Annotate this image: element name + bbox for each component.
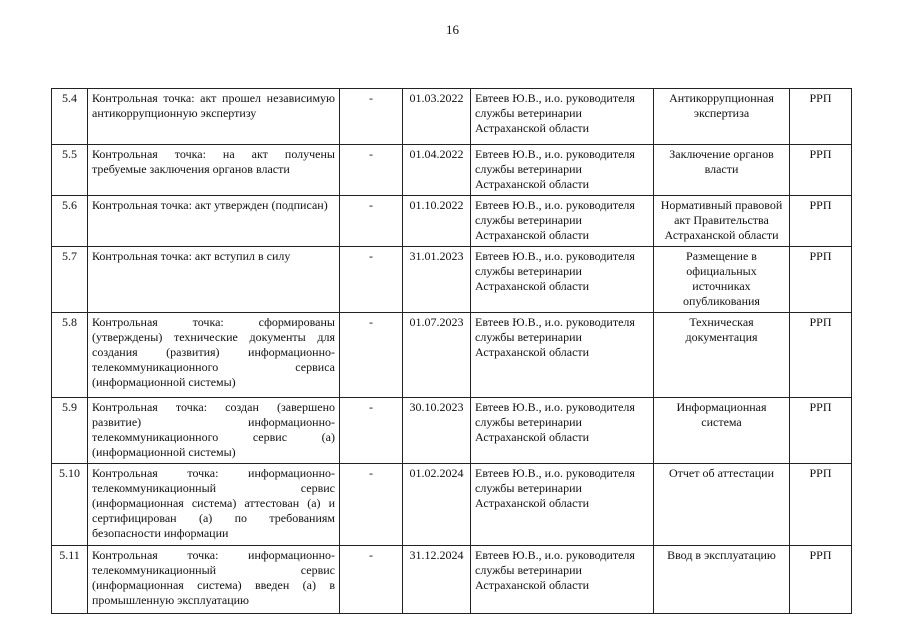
row-responsible: Евтеев Ю.В., и.о. руководителя службы ветеринарии Астраханской области [471, 145, 654, 196]
table-row [52, 196, 852, 247]
row-control-level: РРП [790, 464, 852, 546]
row-dash: - [340, 247, 403, 313]
row-dash: - [340, 313, 403, 398]
row-number: 5.10 [52, 464, 88, 546]
row-control-level: РРП [790, 247, 852, 313]
row-responsible: Евтеев Ю.В., и.о. руководителя службы ветеринарии Астраханской области [471, 313, 654, 398]
table-body [52, 89, 852, 614]
row-description: Контрольная точка: создан (завершено развитие) информационно-телекоммуникационного сервис (а) (информационной системы) [88, 398, 340, 464]
table-row [52, 398, 852, 464]
row-date: 01.10.2022 [403, 196, 471, 247]
row-number: 5.8 [52, 313, 88, 398]
table-row [52, 464, 852, 546]
row-control-level: РРП [790, 313, 852, 398]
table-row [52, 546, 852, 614]
row-document-type: Заключение органов власти [654, 145, 790, 196]
row-responsible: Евтеев Ю.В., и.о. руководителя службы ветеринарии Астраханской области [471, 196, 654, 247]
row-control-level: РРП [790, 89, 852, 145]
row-responsible: Евтеев Ю.В., и.о. руководителя службы ветеринарии Астраханской области [471, 546, 654, 614]
row-number: 5.9 [52, 398, 88, 464]
row-dash: - [340, 89, 403, 145]
row-document-type: Техническая документация [654, 313, 790, 398]
row-number: 5.4 [52, 89, 88, 145]
row-dash: - [340, 546, 403, 614]
row-dash: - [340, 145, 403, 196]
table-row [52, 313, 852, 398]
row-dash: - [340, 398, 403, 464]
row-description: Контрольная точка: информационно-телекоммуникационный сервис (информационная система) аттестован (а) и сертифицирован (а) по требованиям безопасности информации [88, 464, 340, 546]
row-description: Контрольная точка: сформированы (утверждены) технические документы для создания (развития) информационно-телекоммуникационного сервиса (информационной системы) [88, 313, 340, 398]
row-date: 31.12.2024 [403, 546, 471, 614]
row-description: Контрольная точка: информационно-телекоммуникационный сервис (информационная система) введен (а) в промышленную эксплуатацию [88, 546, 340, 614]
row-document-type: Ввод в эксплуатацию [654, 546, 790, 614]
row-responsible: Евтеев Ю.В., и.о. руководителя службы ветеринарии Астраханской области [471, 247, 654, 313]
row-responsible: Евтеев Ю.В., и.о. руководителя службы ветеринарии Астраханской области [471, 89, 654, 145]
row-dash: - [340, 196, 403, 247]
control-points-table [51, 88, 852, 614]
row-date: 01.07.2023 [403, 313, 471, 398]
row-date: 01.03.2022 [403, 89, 471, 145]
row-control-level: РРП [790, 546, 852, 614]
row-date: 31.01.2023 [403, 247, 471, 313]
table-row [52, 89, 852, 145]
page-number: 16 [446, 22, 459, 37]
row-date: 30.10.2023 [403, 398, 471, 464]
row-number: 5.5 [52, 145, 88, 196]
row-document-type: Нормативный правовой акт Правительства Астраханской области [654, 196, 790, 247]
row-date: 01.04.2022 [403, 145, 471, 196]
row-document-type: Размещение в официальных источниках опубликования [654, 247, 790, 313]
row-document-type: Информационная система [654, 398, 790, 464]
row-number: 5.7 [52, 247, 88, 313]
row-document-type: Отчет об аттестации [654, 464, 790, 546]
row-date: 01.02.2024 [403, 464, 471, 546]
row-description: Контрольная точка: акт прошел независимую антикоррупционную экспертизу [88, 89, 340, 145]
row-control-level: РРП [790, 196, 852, 247]
row-description: Контрольная точка: акт утвержден (подписан) [88, 196, 340, 247]
row-responsible: Евтеев Ю.В., и.о. руководителя службы ветеринарии Астраханской области [471, 398, 654, 464]
row-document-type: Антикоррупционная экспертиза [654, 89, 790, 145]
row-control-level: РРП [790, 398, 852, 464]
row-number: 5.6 [52, 196, 88, 247]
table-row [52, 247, 852, 313]
table-row [52, 145, 852, 196]
row-number: 5.11 [52, 546, 88, 614]
row-description: Контрольная точка: акт вступил в силу [88, 247, 340, 313]
row-control-level: РРП [790, 145, 852, 196]
row-dash: - [340, 464, 403, 546]
row-responsible: Евтеев Ю.В., и.о. руководителя службы ветеринарии Астраханской области [471, 464, 654, 546]
row-description: Контрольная точка: на акт получены требуемые заключения органов власти [88, 145, 340, 196]
